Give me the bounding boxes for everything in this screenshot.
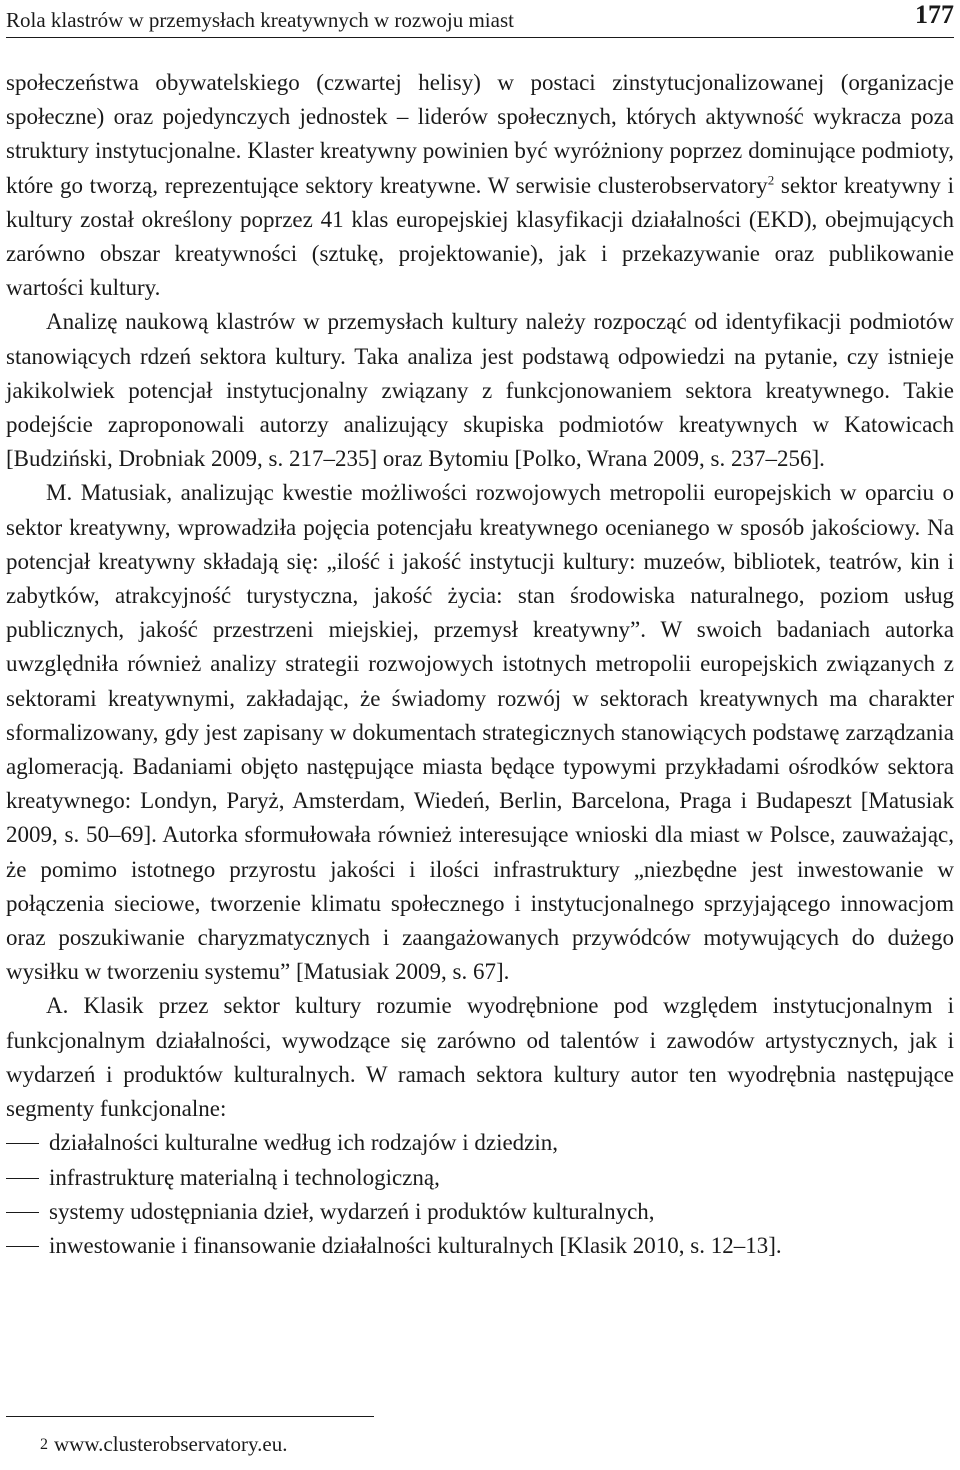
list-item: systemy udostępniania dzieł, wydarzeń i produktów kulturalnych, (6, 1195, 954, 1229)
paragraph-3: M. Matusiak, analizując kwestie możliwości rozwojowych metropolii europejskich w oparciu o sektor kreatywny, wprowadziła pojęcia potencjału kreatywnego ocenianego w sposób jakościowy. Na potencjał kreatywny składają się: „ilość i jakość instytucji kultury: muzeów, bibliotek, teatrów, kin i zabytków, atrakcyjność turystyczna, jakość życia: stan środowiska naturalnego, poziom usług publicznych, jakość przestrzeni miejskiej, przemysł kreatywny”. W swoich badaniach autorka uwzględniła również analizy strategii rozwojowych istotnych metropolii europejskich związanych z sektorami kreatywnymi, zakładając, że świadomy rozwój w sektorach kreatywnych ma charakter sformalizowany, gdy jest zapisany w dokumentach strategicznych stanowiących podstawę zarządzania aglomeracją. Badaniami objęto następujące miasta będące typowymi przykładami ośrodków sektora kreatywnego: Londyn, Paryż, Amsterdam, Wiedeń, Berlin, Barcelona, Praga i Budapeszt [Matusiak 2009, s. 50–69]. Autorka sformułowała również interesujące wnioski dla miast w Polsce, zauważając, że pomimo istotnego przyrostu jakości i ilości infrastruktury „niezbędne jest inwestowanie w połączenia sieciowe, tworzenie klimatu społecznego i instytucjonalnego sprzyjającego innowacjom oraz poszukiwanie charyzmatycznych i zaangażowanych przywódców motywujących do dużego wysiłku w tworzeniu systemu” [Matusiak 2009, s. 67]. (6, 480, 954, 985)
footnote-ref: 2 (767, 171, 775, 187)
segment-list (6, 1126, 954, 1263)
body-text (6, 66, 954, 1263)
paragraph-1-part-a: społeczeństwa obywatelskiego (czwartej helisy) w postaci zinstytucjonalizowanej (organizacje społeczne) oraz pojedynczych jednostek – liderów społecznych, których aktywność wykracza poza struktury instytucjonalne. Klaster kreatywny powinien być wyróżniony poprzez dominujące podmioty, które go tworzą, reprezentujące sektory kreatywne. W serwisie clusterobservatory (6, 70, 954, 198)
footnote-link: www.clusterobservatory.eu. (54, 1432, 288, 1456)
footnote (40, 1432, 287, 1457)
paragraph-1 (6, 66, 954, 305)
paragraph-2: Analizę naukową klastrów w przemysłach kultury należy rozpocząć od identyfikacji podmiotów stanowiących rdzeń sektora kultury. Taka analiza jest podstawą odpowiedzi na pytanie, czy istnieje jakikolwiek potencjał instytucjonalny związany z funkcjonowaniem sektora kreatywnego. Takie podejście zaproponowali autorzy analizujący skupiska podmiotów kreatywnych w Katowicach [Budziński, Drobniak 2009, s. 217–235] oraz Bytomiu [Polko, Wrana 2009, s. 237–256]. (6, 309, 954, 472)
list-item: działalności kulturalne według ich rodzajów i dziedzin, (6, 1126, 954, 1160)
paragraph-4: A. Klasik przez sektor kultury rozumie wyodrębnione pod względem instytucjonalnym i funkcjonalnym działalności, wywodzące się zarówno od talentów i zawodów artystycznych, jak i wydarzeń i produktów kulturalnych. W ramach sektora kultury autor ten wyodrębnia następujące segmenty funkcjonalne: (6, 993, 954, 1122)
footnote-divider (6, 1416, 374, 1417)
page-number: 177 (915, 0, 954, 29)
paragraph-1-part-b: sektor kreatywny i kultury został określony poprzez 41 klas europejskiej klasyfikacji działalności (EKD), obejmujących zarówno obszar kreatywności (sztukę, projektowanie), jak i przekazywanie oraz publikowanie wartości kultury. (6, 172, 954, 301)
running-title: Rola klastrów w przemysłach kreatywnych w rozwoju miast (6, 8, 514, 32)
footnote-mark: 2 (40, 1436, 48, 1453)
list-item: infrastrukturę materialną i technologiczną, (6, 1161, 954, 1195)
list-item: inwestowanie i finansowanie działalności kulturalnych [Klasik 2010, s. 12–13]. (6, 1229, 954, 1263)
page-header (6, 0, 954, 38)
